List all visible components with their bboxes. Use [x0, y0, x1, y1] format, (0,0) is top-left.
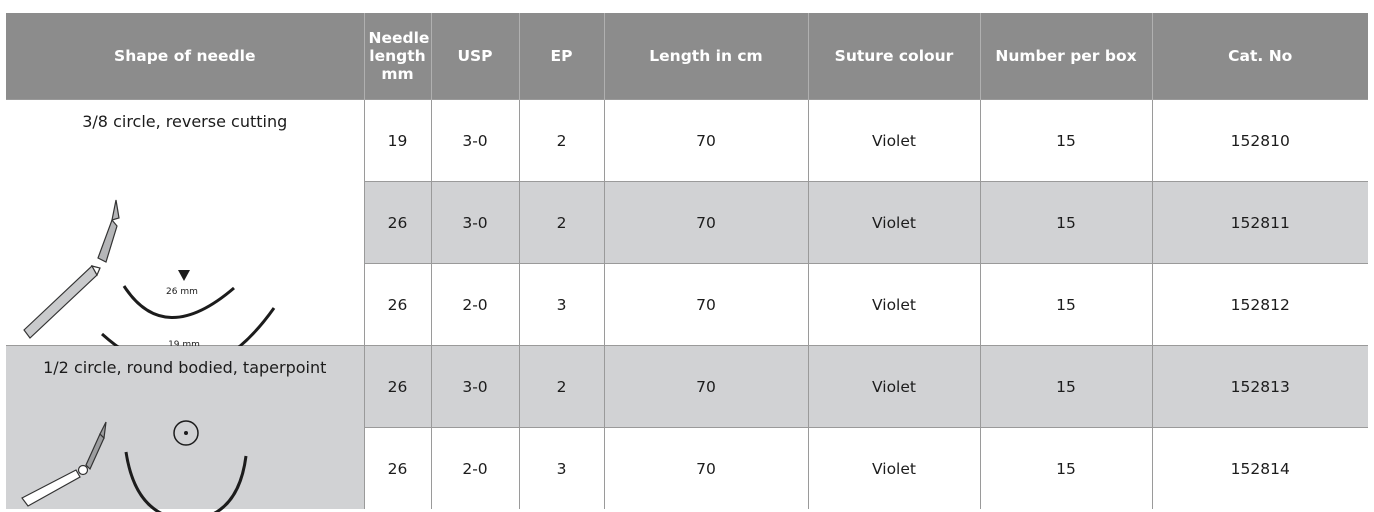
- header-ep: EP: [519, 13, 604, 100]
- header-needle-length-line2: length: [369, 47, 426, 65]
- header-usp: USP: [431, 13, 519, 100]
- cell-colour: Violet: [808, 182, 980, 264]
- shape-cell-reverse-cutting: [6, 100, 364, 346]
- shape-cell-taperpoint: [6, 346, 364, 510]
- shape-label: 3/8 circle, reverse cutting: [82, 112, 288, 131]
- header-suture-colour: Suture colour: [808, 13, 980, 100]
- cell-per-box: 15: [980, 182, 1152, 264]
- shape-label: 1/2 circle, round bodied, taperpoint: [43, 358, 327, 377]
- suture-catalog-table: [6, 13, 1368, 509]
- cell-length-cm: 70: [604, 264, 808, 346]
- cell-usp: 3-0: [431, 100, 519, 182]
- cell-usp: 2-0: [431, 264, 519, 346]
- reverse-cutting-needle-icon: [6, 138, 364, 338]
- header-needle-length-line3: mm: [381, 65, 414, 83]
- cell-ep: 2: [519, 182, 604, 264]
- cell-length-cm: 70: [604, 428, 808, 510]
- taperpoint-needle-icon: [6, 372, 364, 512]
- header-row: [6, 13, 1368, 100]
- cell-needle-length: 26: [364, 182, 431, 264]
- cell-needle-length: 26: [364, 264, 431, 346]
- cell-ep: 2: [519, 100, 604, 182]
- cell-needle-length: 26: [364, 428, 431, 510]
- cell-ep: 2: [519, 346, 604, 428]
- cell-colour: Violet: [808, 100, 980, 182]
- cell-usp: 3-0: [431, 182, 519, 264]
- cell-per-box: 15: [980, 346, 1152, 428]
- cell-colour: Violet: [808, 264, 980, 346]
- cell-length-cm: 70: [604, 182, 808, 264]
- cell-usp: 2-0: [431, 428, 519, 510]
- cell-cat-no: 152813: [1152, 346, 1368, 428]
- cell-ep: 3: [519, 264, 604, 346]
- needle-size-label-26-group1: 26 mm: [166, 287, 198, 297]
- cell-length-cm: 70: [604, 100, 808, 182]
- header-needle-length: [364, 13, 431, 100]
- cell-ep: 3: [519, 428, 604, 510]
- cell-per-box: 15: [980, 428, 1152, 510]
- cell-colour: Violet: [808, 346, 980, 428]
- cell-usp: 3-0: [431, 346, 519, 428]
- header-cat-no: Cat. No: [1152, 13, 1368, 100]
- cell-cat-no: 152811: [1152, 182, 1368, 264]
- cell-cat-no: 152810: [1152, 100, 1368, 182]
- cell-cat-no: 152814: [1152, 428, 1368, 510]
- cell-colour: Violet: [808, 428, 980, 510]
- header-needle-length-line1: Needle: [368, 29, 430, 47]
- header-length-cm: Length in cm: [604, 13, 808, 100]
- cell-length-cm: 70: [604, 346, 808, 428]
- header-shape: Shape of needle: [6, 13, 364, 100]
- cell-needle-length: 19: [364, 100, 431, 182]
- cell-per-box: 15: [980, 100, 1152, 182]
- header-number-per-box: Number per box: [980, 13, 1152, 100]
- cell-cat-no: 152812: [1152, 264, 1368, 346]
- table-row: [6, 100, 1368, 182]
- table-row: [6, 346, 1368, 428]
- cell-needle-length: 26: [364, 346, 431, 428]
- cell-per-box: 15: [980, 264, 1152, 346]
